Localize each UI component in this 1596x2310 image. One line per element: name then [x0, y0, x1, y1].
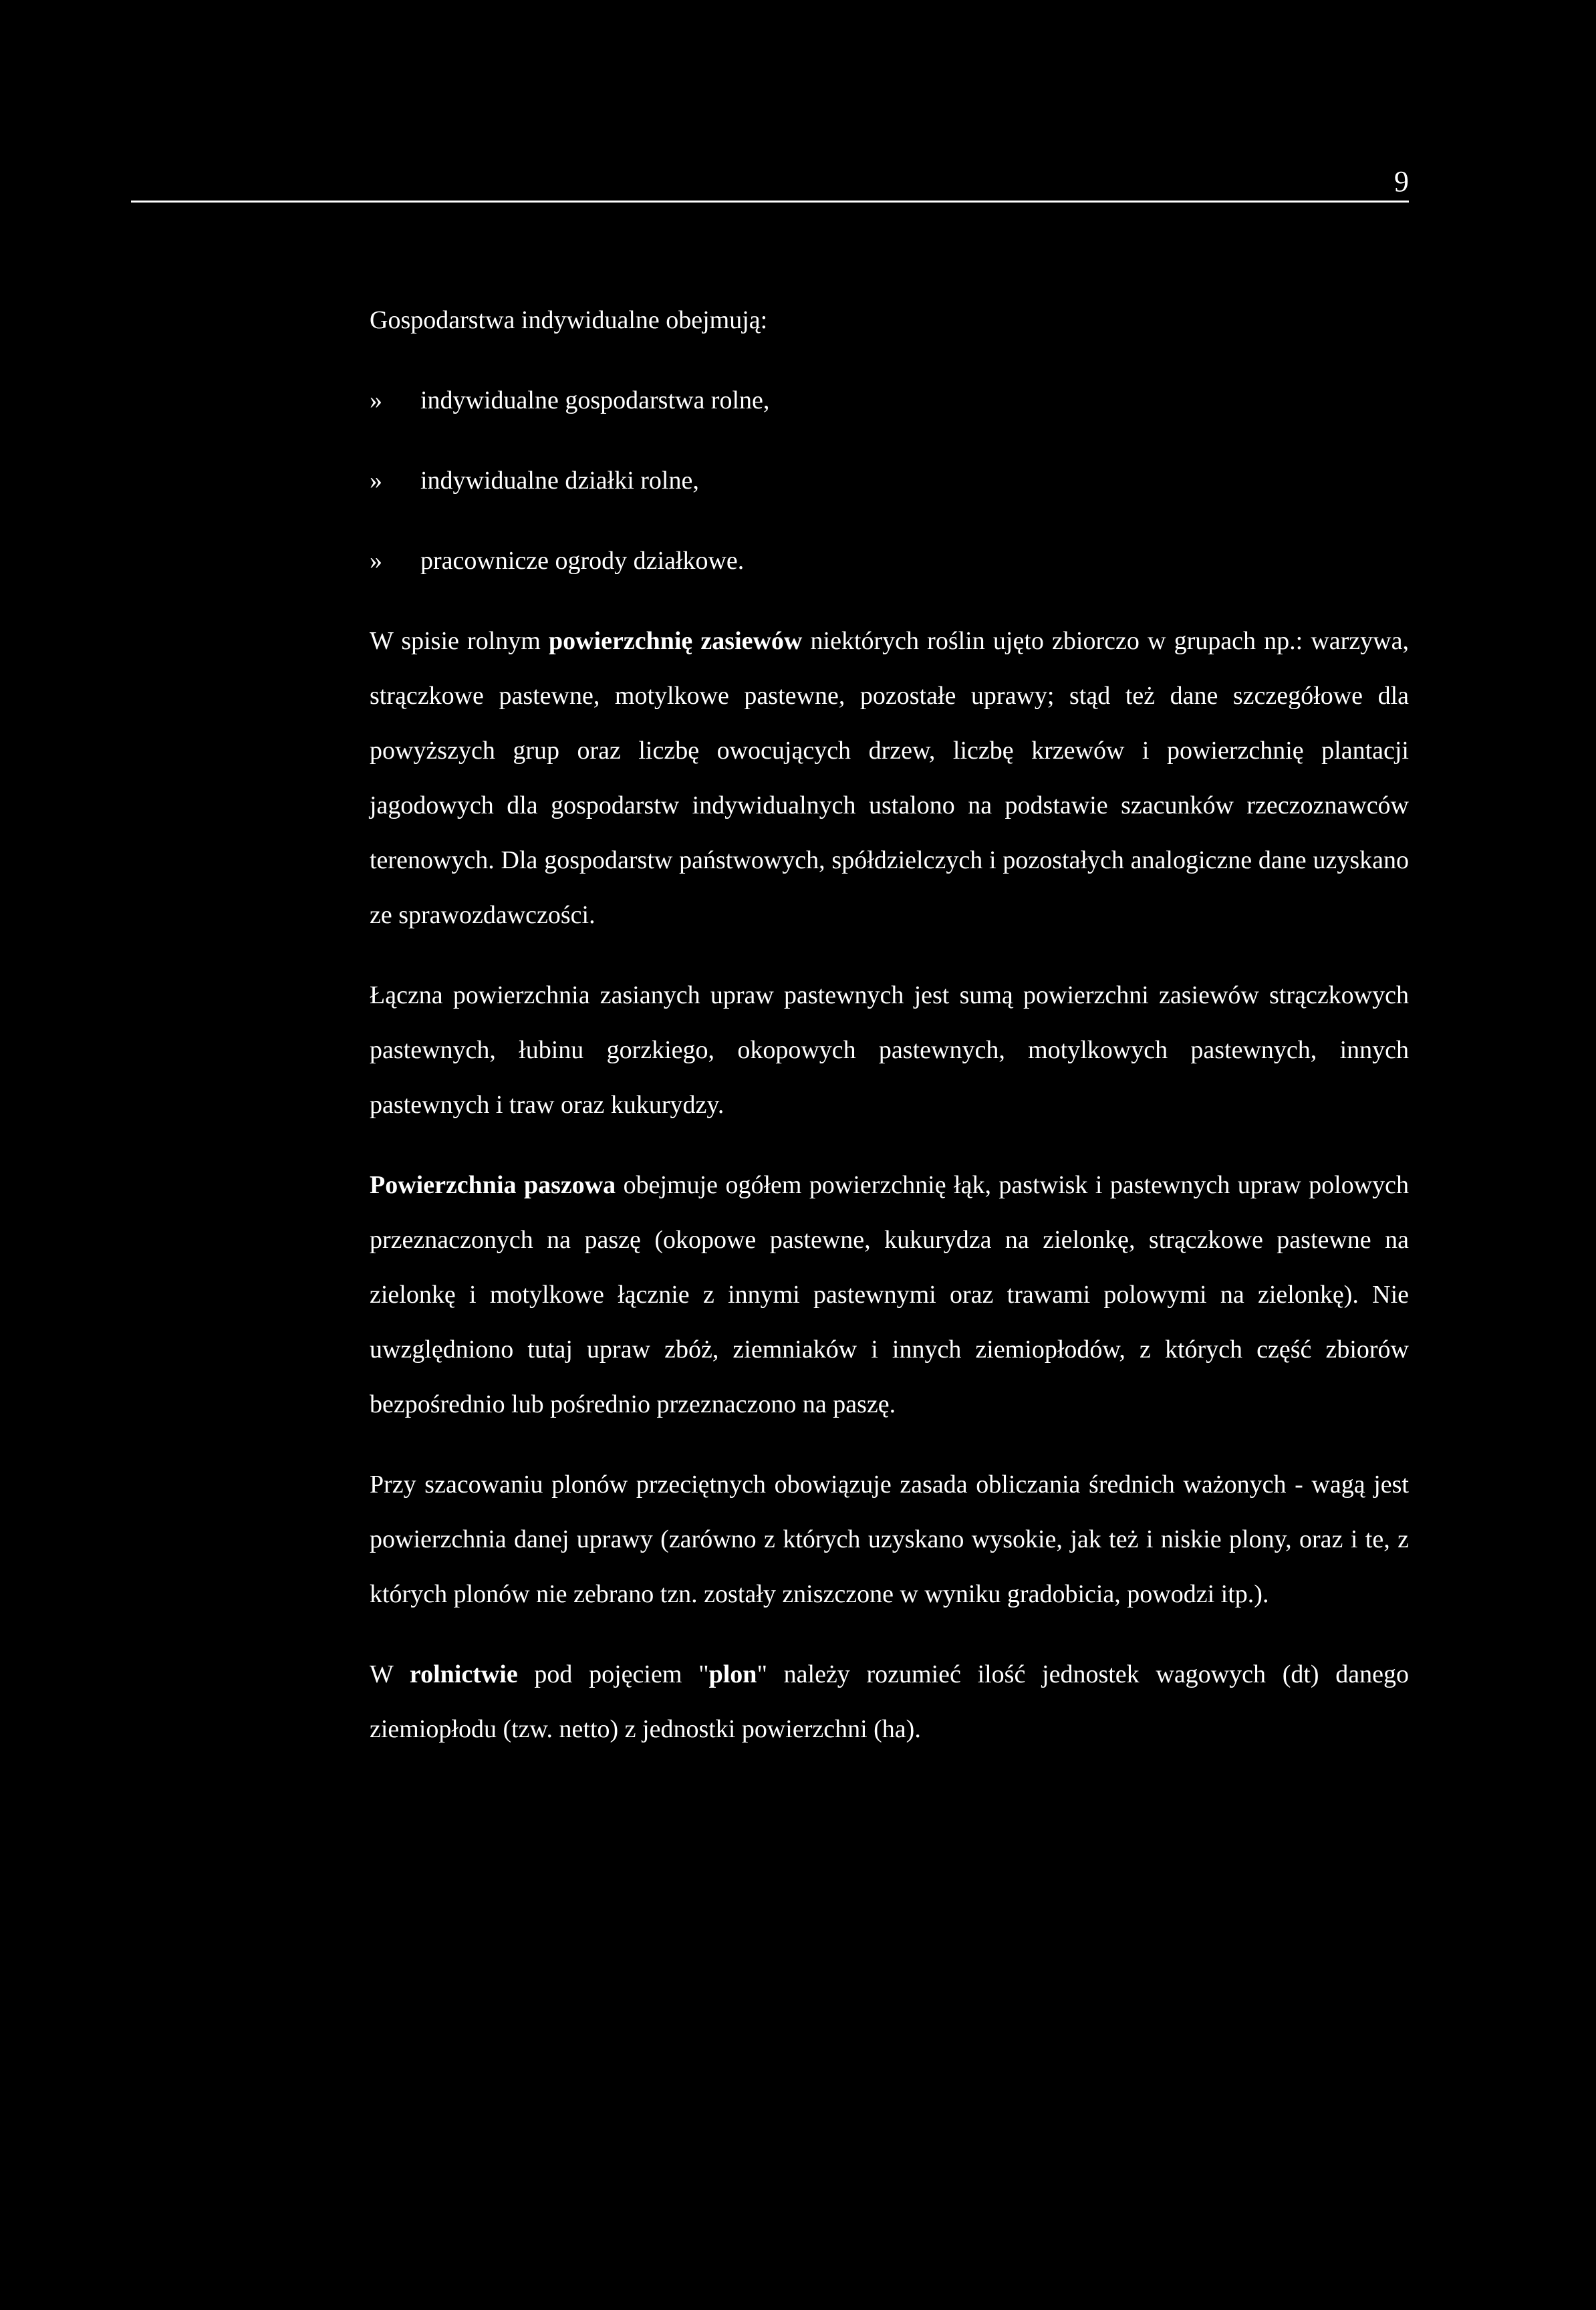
list-item-text: indywidualne działki rolne, [420, 467, 699, 495]
header-rule [131, 201, 1409, 203]
list-item [370, 533, 1409, 588]
bold-term: rolnictwie [409, 1660, 518, 1688]
bullet-icon: » [370, 467, 382, 495]
bold-term: Powierzchnia paszowa [370, 1171, 616, 1199]
bold-term: plon [708, 1660, 757, 1688]
list-item [370, 453, 1409, 508]
document-body [370, 293, 1409, 1757]
page-number: 9 [1394, 165, 1409, 198]
intro-text: Gospodarstwa indywidualne obejmują: [370, 306, 768, 334]
paragraph-fodder-area [370, 1158, 1409, 1432]
list-item-text: pracownicze ogrody działkowe. [420, 547, 745, 575]
bullet-icon: » [370, 386, 382, 414]
list-item-text: indywidualne gospodarstwa rolne, [420, 386, 770, 414]
farm-types-list [370, 373, 1409, 588]
text-span: " należy rozumieć ilość jednostek wagowych (dt) danego ziemiopłodu (tzw. netto) z jednostki powierzchni (ha). [370, 1660, 1409, 1743]
paragraph-sown-area [370, 614, 1409, 942]
paragraph-yield-definition [370, 1647, 1409, 1757]
text-span: W spisie rolnym [370, 627, 549, 655]
paragraph-average-yields: Przy szacowaniu plonów przeciętnych obowiązuje zasada obliczania średnich ważonych - wagą jest powierzchnia danej uprawy (zarówno z których uzyskano wysokie, jak też i niskie plony, oraz i te, z których plonów nie zebrano tzn. zostały zniszczone w wyniku gradobicia, powodzi itp.). [370, 1470, 1409, 1608]
bold-term: powierzchnię zasiewów [548, 627, 803, 655]
text-span: obejmuje ogółem powierzchnię łąk, pastwisk i pastewnych upraw polowych przeznaczonych na paszę (okopowe pastewne, kukurydza na zielonkę, strączkowe pastewne na zielonkę i motylkowe łącznie z innymi pastewnymi oraz trawami polowymi na zielonkę). Nie uwzględniono tutaj upraw zbóż, ziemniaków i innych ziemiopłodów, z których część zbiorów bezpośrednio lub pośrednio przeznaczono na paszę. [370, 1171, 1409, 1418]
paragraph-fodder-crops: Łączna powierzchnia zasianych upraw pastewnych jest sumą powierzchni zasiewów strączkowych pastewnych, łubinu gorzkiego, okopowych pastewnych, motylkowych pastewnych, innych pastewnych i traw oraz kukurydzy. [370, 981, 1409, 1119]
text-span: W [370, 1660, 410, 1688]
text-span: niektórych roślin ujęto zbiorczo w grupach np.: warzywa, strączkowe pastewne, motylkowe pastewne, pozostałe uprawy; stąd też dane szczegółowe dla powyższych grup oraz liczbę owocujących drzew, liczbę krzewów i powierzchnię plantacji jagodowych dla gospodarstw indywidualnych ustalono na podstawie szacunków rzeczoznawców terenowych. Dla gospodarstw państwowych, spółdzielczych i pozostałych analogiczne dane uzyskano ze sprawozdawczości. [370, 627, 1409, 929]
list-item [370, 373, 1409, 428]
text-span: pod pojęciem " [517, 1660, 709, 1688]
bullet-icon: » [370, 547, 382, 575]
